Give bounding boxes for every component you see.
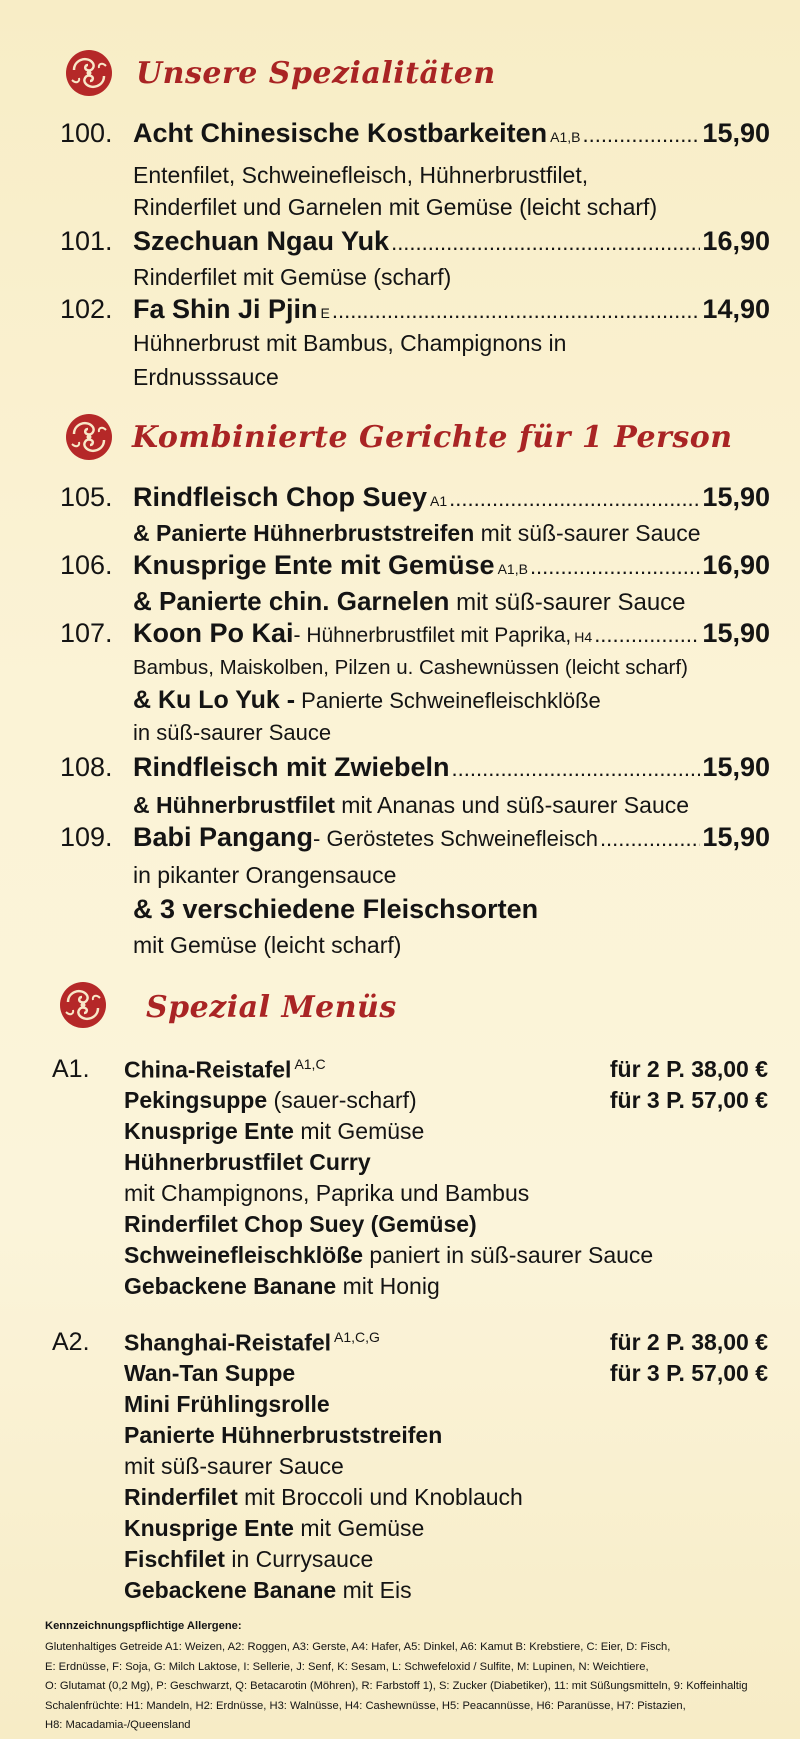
allergen-code: A1,C bbox=[294, 1056, 326, 1072]
section-title-menus: Spezial Menüs bbox=[146, 990, 397, 1025]
course-name: Knusprige Ente bbox=[124, 1515, 294, 1541]
item-price: 15,90 bbox=[702, 752, 770, 782]
menu-course bbox=[124, 1484, 523, 1511]
course-desc: (sauer-scharf) bbox=[267, 1087, 417, 1113]
combo-addon-desc: mit Ananas und süß-saurer Sauce bbox=[334, 792, 690, 818]
chinese-cloud-emblem-icon bbox=[64, 48, 114, 98]
leader-dots bbox=[452, 756, 701, 782]
menu-price-3p: für 3 P. 57,00 € bbox=[609, 1360, 768, 1386]
menu-item-107 bbox=[60, 618, 770, 654]
allergen-line: Glutenhaltiges Getreide A1: Weizen, A2: Roggen, A3: Gerste, A4: Hafer, A5: Dinkel, A6: Kamut B: Krebstiere, C: Eier, D: Fisch, bbox=[45, 1641, 671, 1653]
chinese-cloud-emblem-icon bbox=[58, 980, 108, 1030]
menu-course bbox=[124, 1273, 440, 1300]
menu-price-2p: für 2 P. 38,00 € bbox=[609, 1329, 768, 1355]
combo-addon-desc: mit süß-saurer Sauce bbox=[449, 589, 686, 616]
allergen-code: H4 bbox=[574, 629, 593, 645]
leader-dots bbox=[594, 622, 700, 648]
item-name: Rindfleisch Chop Suey bbox=[133, 482, 428, 512]
menu-course bbox=[124, 1453, 344, 1480]
course-desc: in Currysauce bbox=[224, 1546, 374, 1572]
item-description bbox=[133, 520, 701, 547]
menu-number-a1: A1. bbox=[52, 1055, 90, 1083]
item-description: mit Gemüse (leicht scharf) bbox=[133, 932, 402, 958]
menu-item-105 bbox=[60, 482, 770, 518]
allergen-code: E bbox=[320, 305, 330, 321]
item-price: 15,90 bbox=[702, 118, 770, 148]
allergen-code: A1,C,G bbox=[334, 1329, 380, 1345]
course-name: Rinderfilet Chop Suey (Gemüse) bbox=[124, 1211, 477, 1237]
course-name: Schweinefleischklöße bbox=[124, 1242, 364, 1268]
allergen-code: A1,B bbox=[550, 129, 581, 145]
combo-addon: & Panierte Hühnerbruststreifen bbox=[133, 520, 475, 546]
menu-course bbox=[124, 1242, 653, 1269]
menu-course bbox=[124, 1360, 295, 1387]
item-description: Bambus, Maiskolben, Pilzen u. Cashewnüssen (leicht scharf) bbox=[133, 656, 688, 679]
chinese-cloud-emblem-icon bbox=[64, 412, 114, 462]
menu-course bbox=[124, 1422, 442, 1449]
combo-addon: & Panierte chin. Garnelen bbox=[133, 586, 450, 616]
course-name: Hühnerbrustfilet Curry bbox=[124, 1149, 371, 1175]
menu-course bbox=[124, 1211, 477, 1238]
allergen-code: A1 bbox=[430, 493, 448, 509]
combo-addon: & Hühnerbrustfilet bbox=[133, 792, 335, 818]
menu-course bbox=[124, 1087, 417, 1114]
leader-dots bbox=[449, 486, 700, 512]
menu-price-2p: für 2 P. 38,00 € bbox=[609, 1056, 768, 1082]
course-desc: mit Eis bbox=[336, 1577, 412, 1603]
item-name: Szechuan Ngau Yuk bbox=[133, 226, 390, 256]
course-desc: mit Gemüse bbox=[293, 1515, 425, 1541]
item-description: Entenfilet, Schweinefleisch, Hühnerbrustfilet, bbox=[133, 162, 589, 188]
leader-dots bbox=[391, 230, 700, 256]
section-title-combined: Kombinierte Gerichte für 1 Person bbox=[132, 420, 733, 455]
item-name: Babi Pangang bbox=[133, 822, 314, 852]
item-name: Fa Shin Ji Pjin bbox=[133, 294, 318, 324]
leader-dots bbox=[582, 122, 700, 148]
menu-course bbox=[124, 1391, 330, 1418]
menu-item-109 bbox=[60, 822, 770, 858]
menu-item-106 bbox=[60, 550, 770, 586]
menu-course bbox=[124, 1149, 371, 1176]
item-name: Knusprige Ente mit Gemüse bbox=[133, 550, 495, 580]
course-name: Mini Frühlingsrolle bbox=[124, 1391, 330, 1417]
leader-dots bbox=[332, 298, 701, 324]
item-price: 16,90 bbox=[702, 550, 770, 580]
item-subtitle: - Hühnerbrustfilet mit Paprika, bbox=[293, 624, 572, 647]
item-description: Rinderfilet und Garnelen mit Gemüse (leicht scharf) bbox=[133, 194, 658, 220]
menu-title-text: China-Reistafel bbox=[124, 1056, 292, 1083]
course-name: Fischfilet bbox=[124, 1546, 225, 1572]
item-price: 15,90 bbox=[702, 618, 770, 648]
leader-dots bbox=[530, 554, 700, 580]
item-number: 105. bbox=[60, 482, 113, 512]
course-name: Panierte Hühnerbruststreifen bbox=[124, 1422, 443, 1448]
combo-addon: & 3 verschiedene Fleischsorten bbox=[133, 894, 539, 924]
course-name: Knusprige Ente bbox=[124, 1118, 294, 1144]
item-number: 109. bbox=[60, 822, 113, 852]
combo-addon-desc: Panierte Schweinefleischklöße bbox=[295, 688, 601, 713]
item-name: Rindfleisch mit Zwiebeln bbox=[133, 752, 450, 782]
allergen-line: E: Erdnüsse, F: Soja, G: Milch Laktose, I: Sellerie, J: Senf, K: Sesam, L: Schwefeloxid / Sulfite, M: Lupinen, N: Weichtiere, bbox=[45, 1661, 649, 1673]
item-number: 108. bbox=[60, 752, 113, 782]
menu-course bbox=[124, 1546, 373, 1573]
course-desc: mit süß-saurer Sauce bbox=[124, 1453, 344, 1479]
item-description bbox=[133, 686, 601, 715]
allergen-line: H8: Macadamia-/Queensland bbox=[45, 1719, 191, 1731]
menu-course bbox=[124, 1180, 529, 1207]
menu-item-108 bbox=[60, 752, 770, 788]
item-subtitle: - Geröstetes Schweinefleisch bbox=[313, 826, 598, 851]
item-price: 15,90 bbox=[702, 822, 770, 852]
course-name: Gebackene Banane bbox=[124, 1273, 337, 1299]
item-number: 106. bbox=[60, 550, 113, 580]
item-description: Erdnusssauce bbox=[133, 364, 279, 390]
course-desc: mit Honig bbox=[336, 1273, 440, 1299]
item-number: 102. bbox=[60, 294, 113, 324]
course-name: Gebackene Banane bbox=[124, 1577, 337, 1603]
menu-price-3p: für 3 P. 57,00 € bbox=[609, 1087, 768, 1113]
course-desc: mit Gemüse bbox=[293, 1118, 425, 1144]
menu-item-100 bbox=[60, 118, 770, 154]
course-name: Rinderfilet bbox=[124, 1484, 238, 1510]
item-price: 15,90 bbox=[702, 482, 770, 512]
item-number: 101. bbox=[60, 226, 113, 256]
item-price: 16,90 bbox=[702, 226, 770, 256]
allergen-line: O: Glutamat (0,2 Mg), P: Geschwarzt, Q: Betacarotin (Möhren), R: Farbstoff 1), S: Zucker (Diabetiker), 11: mit Süßungsmitteln, 9: Koffeinhaltig bbox=[45, 1680, 748, 1692]
course-desc: mit Champignons, Paprika und Bambus bbox=[124, 1180, 530, 1206]
course-desc: mit Broccoli und Knoblauch bbox=[237, 1484, 523, 1510]
item-description bbox=[133, 586, 686, 617]
menu-item-102 bbox=[60, 294, 770, 330]
item-price: 14,90 bbox=[702, 294, 770, 324]
item-name: Koon Po Kai bbox=[133, 618, 294, 648]
menu-item-101 bbox=[60, 226, 770, 262]
menu-title bbox=[124, 1329, 380, 1357]
combo-addon-desc: mit süß-saurer Sauce bbox=[474, 520, 701, 546]
course-name: Wan-Tan Suppe bbox=[124, 1360, 296, 1386]
menu-number-a2: A2. bbox=[52, 1328, 90, 1356]
section-title-specialties: Unsere Spezialitäten bbox=[136, 56, 496, 91]
item-name: Acht Chinesische Kostbarkeiten bbox=[133, 118, 548, 148]
menu-course bbox=[124, 1515, 424, 1542]
combo-addon: & Ku Lo Yuk - bbox=[133, 686, 296, 714]
item-description: in süß-saurer Sauce bbox=[133, 720, 332, 745]
leader-dots bbox=[600, 826, 700, 852]
allergen-code: A1,B bbox=[497, 561, 528, 577]
item-number: 107. bbox=[60, 618, 113, 648]
course-name: Pekingsuppe bbox=[124, 1087, 268, 1113]
course-desc: paniert in süß-saurer Sauce bbox=[363, 1242, 654, 1268]
menu-title bbox=[124, 1056, 326, 1084]
item-description bbox=[133, 792, 689, 819]
item-description: Hühnerbrust mit Bambus, Champignons in bbox=[133, 330, 567, 356]
allergens-heading: Kennzeichnungspflichtige Allergene: bbox=[45, 1620, 242, 1632]
allergen-line: Schalenfrüchte: H1: Mandeln, H2: Erdnüsse, H3: Walnüsse, H4: Cashewnüsse, H5: Peacannüsse, H6: Paranüsse, H7: Pistazien, bbox=[45, 1700, 686, 1712]
item-description: in pikanter Orangensauce bbox=[133, 862, 397, 888]
item-number: 100. bbox=[60, 118, 113, 148]
menu-course bbox=[124, 1118, 424, 1145]
item-description: Rinderfilet mit Gemüse (scharf) bbox=[133, 264, 452, 290]
menu-course bbox=[124, 1577, 412, 1604]
menu-title-text: Shanghai-Reistafel bbox=[124, 1329, 332, 1356]
